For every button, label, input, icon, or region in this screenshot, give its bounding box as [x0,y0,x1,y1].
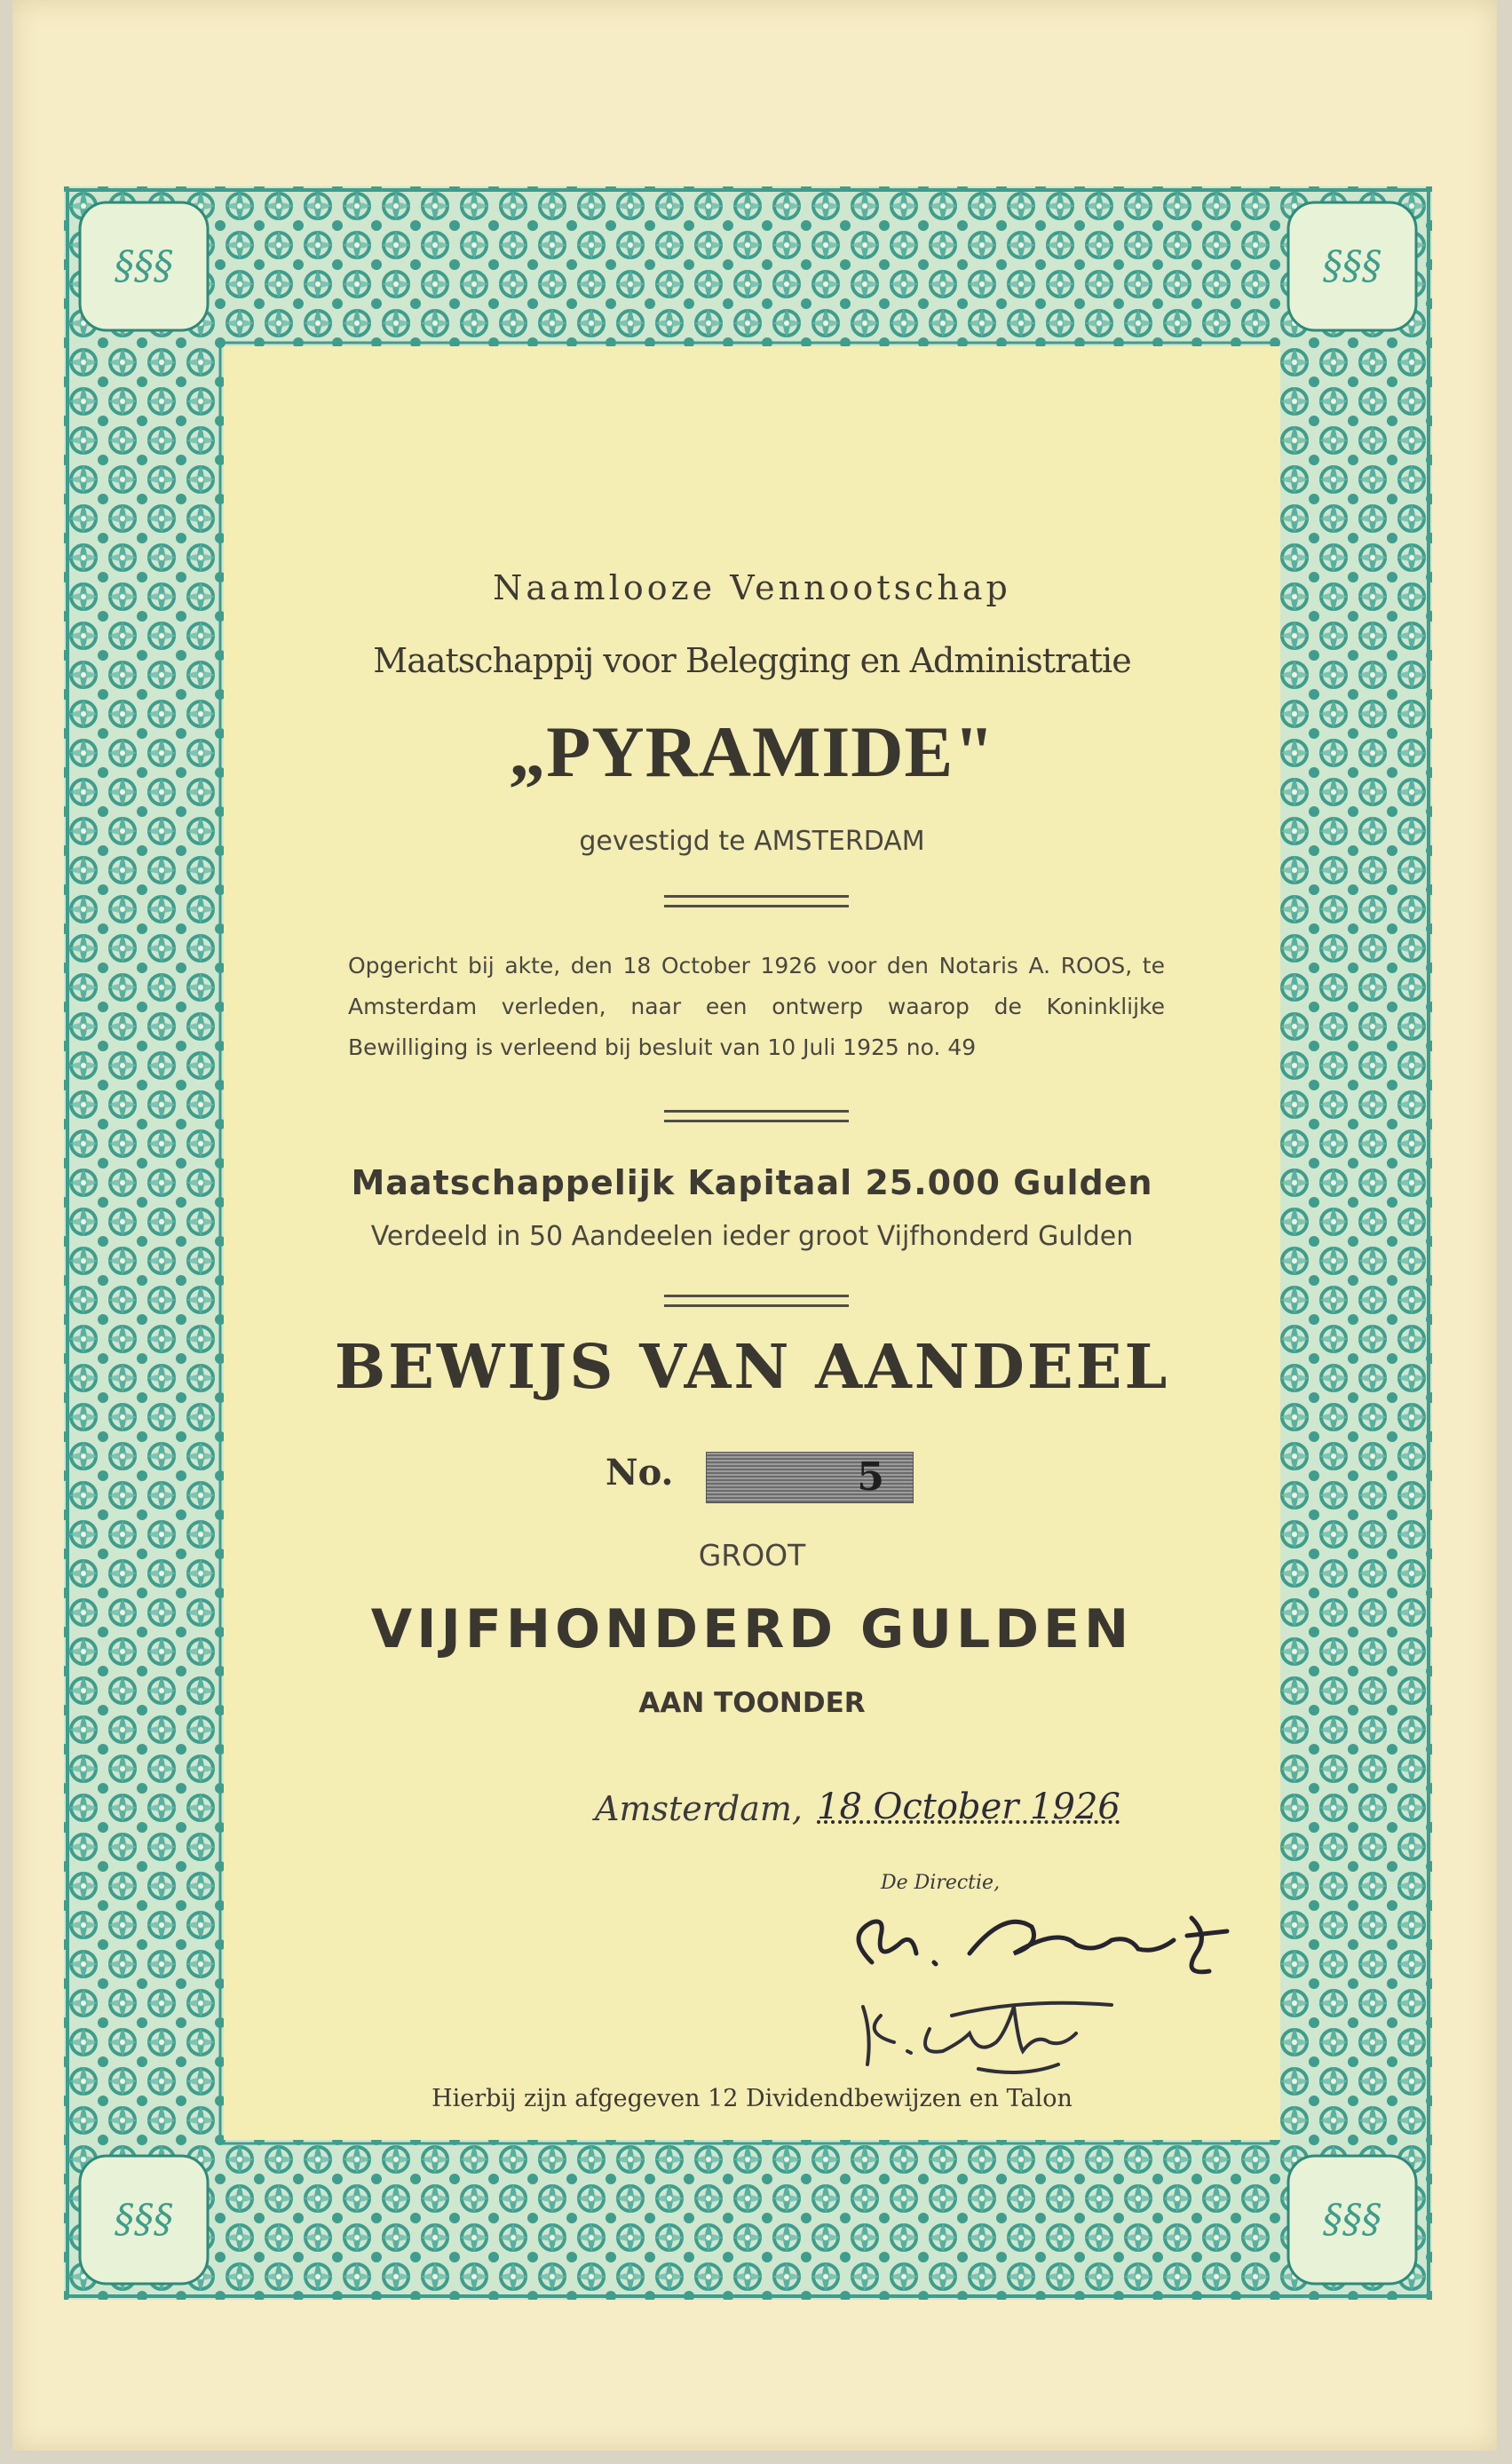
svg-text:§§§: §§§ [1323,243,1381,289]
number-value: 5 [857,1454,884,1500]
svg-text:§§§: §§§ [1323,2197,1381,2242]
svg-text:§§§: §§§ [115,243,173,289]
footer-note: Hierbij zijn afgegeven 12 Dividendbewijzen en Talon [431,2085,1073,2112]
certificate-heading: BEWIJS VAN AANDEEL [334,1332,1170,1403]
capital-line: Maatschappelijk Kapitaal 25.000 Gulden [351,1163,1153,1202]
founding-text: Opgericht bij akte, den 18 October 1926 voor den Notaris A. ROOS, te Amsterdam verleden, naar een ontwerp waarop de Koninklijke Bewilliging is verleend bij besluit van 10 Juli 1925 no. 49 [348,953,1165,1060]
company-type: Naamlooze Vennootschap [493,568,1011,607]
divider-rule [664,1110,849,1122]
company-name: Maatschappij voor Belegging en Administratie [373,641,1131,680]
svg-text:§§§: §§§ [115,2197,173,2242]
bearer-text: AAN TOONDER [638,1687,866,1719]
certificate-text-panel [224,346,1280,2140]
company-brand: „PYRAMIDE" [509,711,995,792]
divider-rule [664,895,849,907]
signature-2 [845,1980,1138,2087]
divider-rule [664,1295,849,1307]
number-label: No. [606,1452,674,1493]
groot-label: GROOT [698,1538,806,1573]
number-box [706,1452,914,1503]
certificate-paper [12,0,1497,2451]
amount-text: VIJFHONDERD GULDEN [370,1598,1134,1660]
company-seat: gevestigd te AMSTERDAM [579,826,925,857]
place-text: Amsterdam, [595,1789,803,1828]
division-line: Verdeeld in 50 Aandeelen ieder groot Vijfhonderd Gulden [370,1221,1134,1252]
directie-label: De Directie, [881,1872,1001,1894]
date-text: 18 October 1926 [817,1787,1120,1827]
